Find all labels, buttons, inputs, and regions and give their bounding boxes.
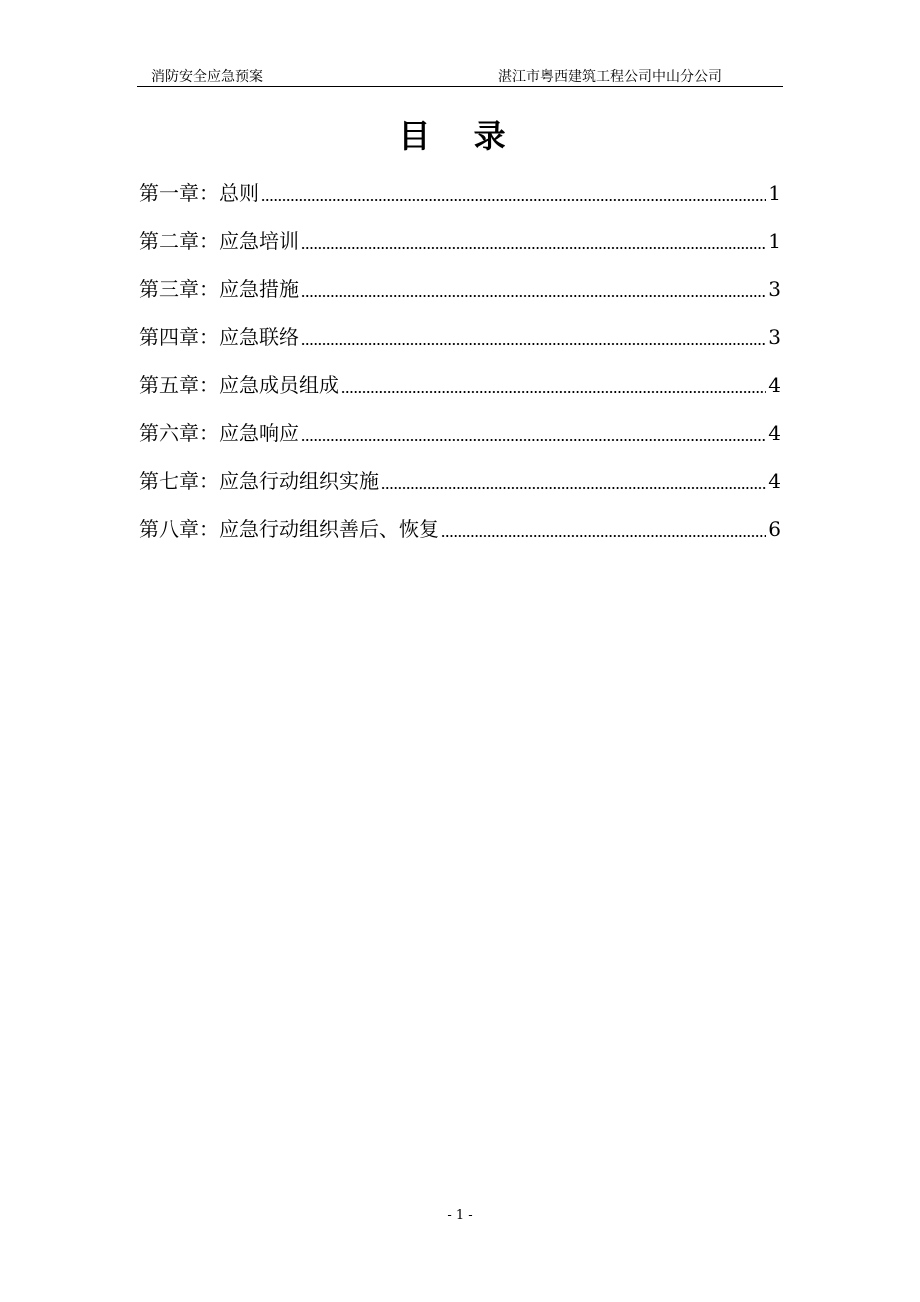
toc-entry-page: 1 [768,229,781,253]
toc-entry-page: 4 [768,421,781,445]
toc-entry-label: 第三章：应急措施 [139,277,299,301]
toc-entry-chapter-8[interactable] [139,505,781,553]
toc-dot-leader [301,323,766,351]
toc-entry-chapter-2[interactable] [139,217,781,265]
toc-dot-leader [301,419,766,447]
toc-entry-page: 3 [768,277,781,301]
toc-entry-page: 3 [768,325,781,349]
page-header [137,64,783,87]
toc-entry-label: 第四章：应急联络 [139,325,299,349]
header-document-title: 消防安全应急预案 [151,69,263,85]
toc-entry-chapter-5[interactable] [139,361,781,409]
toc-entry-page: 1 [768,181,781,205]
toc-dot-leader [341,371,766,399]
table-of-contents [139,169,781,553]
toc-entry-chapter-3[interactable] [139,265,781,313]
toc-entry-chapter-6[interactable] [139,409,781,457]
toc-entry-chapter-7[interactable] [139,457,781,505]
toc-dot-leader [261,179,766,207]
toc-entry-chapter-4[interactable] [139,313,781,361]
toc-entry-page: 4 [768,469,781,493]
toc-dot-leader [441,515,766,543]
toc-entry-label: 第一章：总则 [139,181,259,205]
toc-entry-label: 第二章：应急培训 [139,229,299,253]
toc-entry-label: 第八章：应急行动组织善后、恢复 [139,517,439,541]
toc-entry-page: 6 [768,517,781,541]
page-number: - 1 - [447,1208,473,1223]
header-company-name: 湛江市粤西建筑工程公司中山分公司 [498,69,722,85]
toc-entry-label: 第六章：应急响应 [139,421,299,445]
toc-dot-leader [381,467,766,495]
toc-dot-leader [301,275,766,303]
toc-entry-chapter-1[interactable] [139,169,781,217]
toc-entry-page: 4 [768,373,781,397]
toc-entry-label: 第七章：应急行动组织实施 [139,469,379,493]
toc-entry-label: 第五章：应急成员组成 [139,373,339,397]
toc-title: 目 录 [398,117,522,155]
toc-dot-leader [301,227,766,255]
